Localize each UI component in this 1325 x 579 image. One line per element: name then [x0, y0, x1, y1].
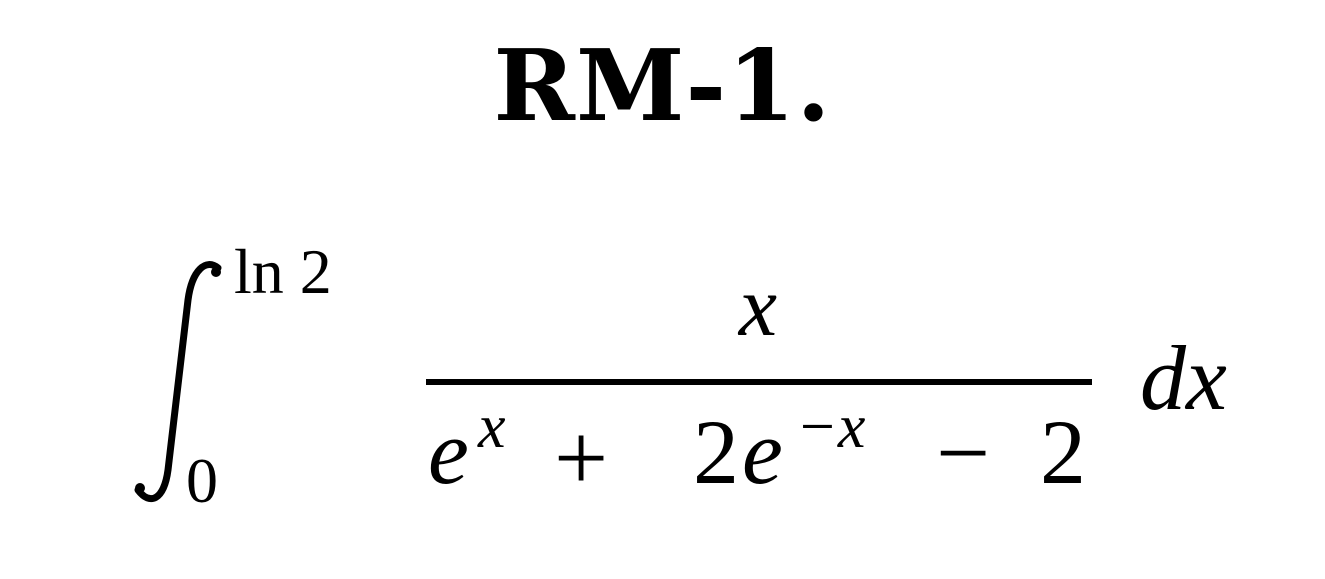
differential: dx	[1140, 327, 1227, 429]
integral-sign-bottom-hook	[135, 483, 145, 493]
denominator-e2: e	[742, 401, 783, 503]
denominator-plus: +	[554, 404, 609, 511]
problem-title: RM-1.	[493, 29, 832, 144]
denominator-coefficient: 2	[693, 401, 739, 503]
denominator-exp1: x	[478, 393, 506, 461]
upper-limit: ln 2	[234, 236, 332, 307]
denominator-constant: 2	[1040, 401, 1086, 503]
denominator-exp2: −x	[796, 393, 866, 461]
integral-sign-top-hook	[211, 267, 221, 277]
lower-limit: 0	[186, 445, 218, 516]
numerator: x	[738, 258, 778, 354]
denominator-e1: e	[428, 401, 469, 503]
denominator-minus: −	[936, 399, 991, 506]
fraction-bar	[426, 379, 1092, 385]
